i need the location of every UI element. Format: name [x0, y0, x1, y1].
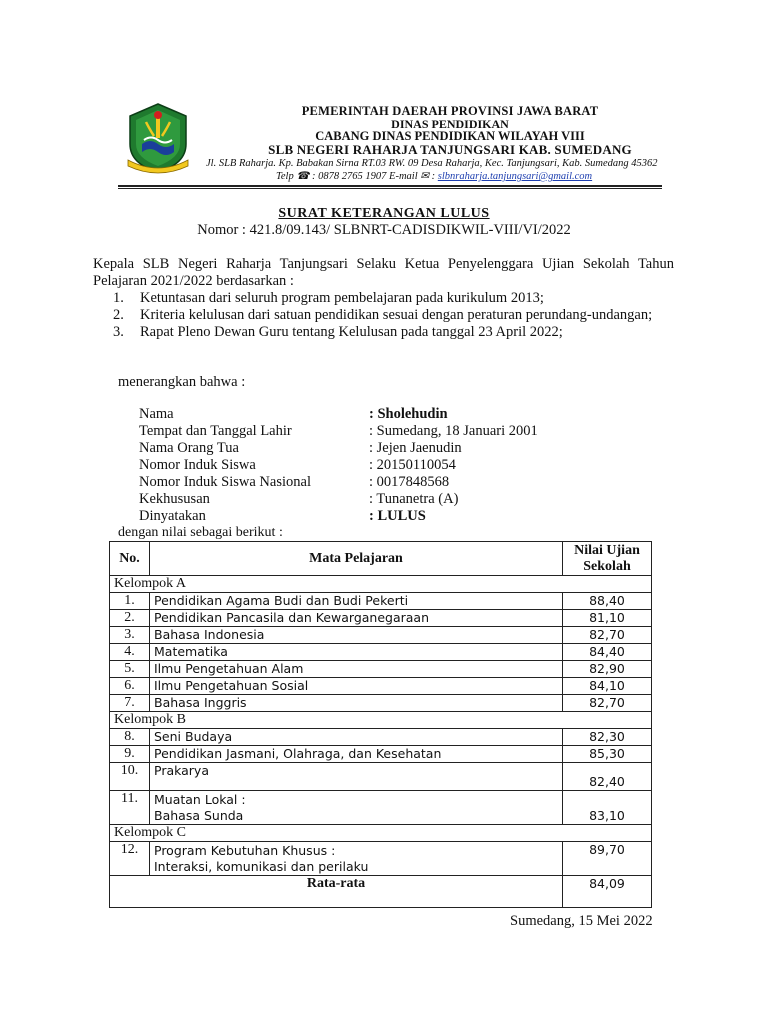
intro-paragraph: Kepala SLB Negeri Raharja Tanjungsari Selaku Ketua Penyelenggara Ujian Sekolah Tahun Pelajaran 2021/2022 berdasarkan : [93, 256, 674, 289]
graduation-status: : LULUS [369, 508, 426, 524]
west-java-emblem-logo [120, 100, 196, 176]
identity-row-ortu: Nama Orang Tua : Jejen Jaenudin [139, 440, 462, 456]
identity-row-status: Dinyatakan : LULUS [139, 508, 426, 524]
identity-row-ttl: Tempat dan Tanggal Lahir : Sumedang, 18 Januari 2001 [139, 423, 538, 439]
letterhead-line2: DINAS PENDIDIKAN [391, 117, 509, 131]
letterhead-school-name: SLB NEGERI RAHARJA TANJUNGSARI KAB. SUMEDANG [268, 142, 632, 157]
identity-row-nama: Nama : Sholehudin [139, 406, 448, 422]
average-value: 84,09 [563, 876, 652, 908]
table-row: 8. Seni Budaya 82,30 [110, 729, 652, 746]
table-row: 4. Matematika 84,40 [110, 644, 652, 661]
list-item: 2. Kriteria kelulusan dari satuan pendidikan sesuai dengan peraturan perundang-undangan; [113, 307, 653, 323]
email-link[interactable]: slbnraharja.tanjungsari@gmail.com [437, 171, 593, 182]
signing-date: Sumedang, 15 Mei 2022 [510, 913, 653, 929]
table-row: 6. Ilmu Pengetahuan Sosial 84,10 [110, 678, 652, 695]
group-row-b: Kelompok B [110, 712, 652, 729]
table-row: 3. Bahasa Indonesia 82,70 [110, 627, 652, 644]
identity-row-kekhususan: Kekhususan : Tunanetra (A) [139, 491, 459, 507]
header-no: No. [110, 542, 150, 576]
list-item: 3. Rapat Pleno Dewan Guru tentang Kelulusan pada tanggal 23 April 2022; [113, 324, 563, 340]
table-row: 12. Program Kebutuhan Khusus : Interaksi, komunikasi dan perilaku 89,70 [110, 842, 652, 876]
dengan-text: dengan nilai sebagai berikut : [118, 525, 283, 540]
letterhead-divider-thin [118, 188, 662, 189]
menerangkan-text: menerangkan bahwa : [118, 374, 246, 390]
table-row: 7. Bahasa Inggris 82,70 [110, 695, 652, 712]
identity-row-nis: Nomor Induk Siswa : 20150110054 [139, 457, 456, 473]
email-label: E-mail ✉ : [389, 171, 436, 182]
student-identity [139, 406, 538, 525]
letterhead-line3: CABANG DINAS PENDIDIKAN WILAYAH VIII [315, 129, 585, 143]
letterhead-divider [118, 185, 662, 187]
table-header-row [110, 542, 652, 576]
header-nilai: Nilai Ujian Sekolah [563, 542, 652, 576]
letterhead-address: Jl. SLB Raharja. Kp. Babakan Sirna RT.03 RW. 09 Desa Raharja, Kec. Tanjungsari, Kab. Sumedang 45362 [206, 158, 658, 169]
identity-row-nisn: Nomor Induk Siswa Nasional : 0017848568 [139, 474, 450, 490]
header-mapel: Mata Pelajaran [150, 542, 563, 576]
table-row: 1. Pendidikan Agama Budi dan Budi Pekerti 88,40 [110, 593, 652, 610]
grades-table [109, 541, 652, 908]
table-row: 9. Pendidikan Jasmani, Olahraga, dan Kesehatan 85,30 [110, 746, 652, 763]
average-row: Rata-rata 84,09 [110, 876, 652, 908]
table-row: 10. Prakarya 82,40 [110, 763, 652, 791]
telp-number: 0878 2765 1907 [318, 171, 387, 182]
document-title: SURAT KETERANGAN LULUS [278, 206, 490, 221]
table-row: 11. Muatan Lokal : Bahasa Sunda 83,10 [110, 791, 652, 825]
group-row-a: Kelompok A [110, 576, 652, 593]
student-name: : Sholehudin [369, 406, 448, 422]
document-number: Nomor : 421.8/09.143/ SLBNRT-CADISDIKWIL-VIII/VI/2022 [197, 222, 571, 238]
list-item: 1. Ketuntasan dari seluruh program pembelajaran pada kurikulum 2013; [113, 290, 544, 306]
group-row-c: Kelompok C [110, 825, 652, 842]
basis-list [113, 290, 676, 341]
table-row: 5. Ilmu Pengetahuan Alam 82,90 [110, 661, 652, 678]
table-row: 2. Pendidikan Pancasila dan Kewarganegaraan 81,10 [110, 610, 652, 627]
telp-label: Telp ☎ : [276, 171, 316, 182]
letterhead-contact [276, 170, 696, 182]
letterhead-line1: PEMERINTAH DAERAH PROVINSI JAWA BARAT [301, 104, 599, 118]
